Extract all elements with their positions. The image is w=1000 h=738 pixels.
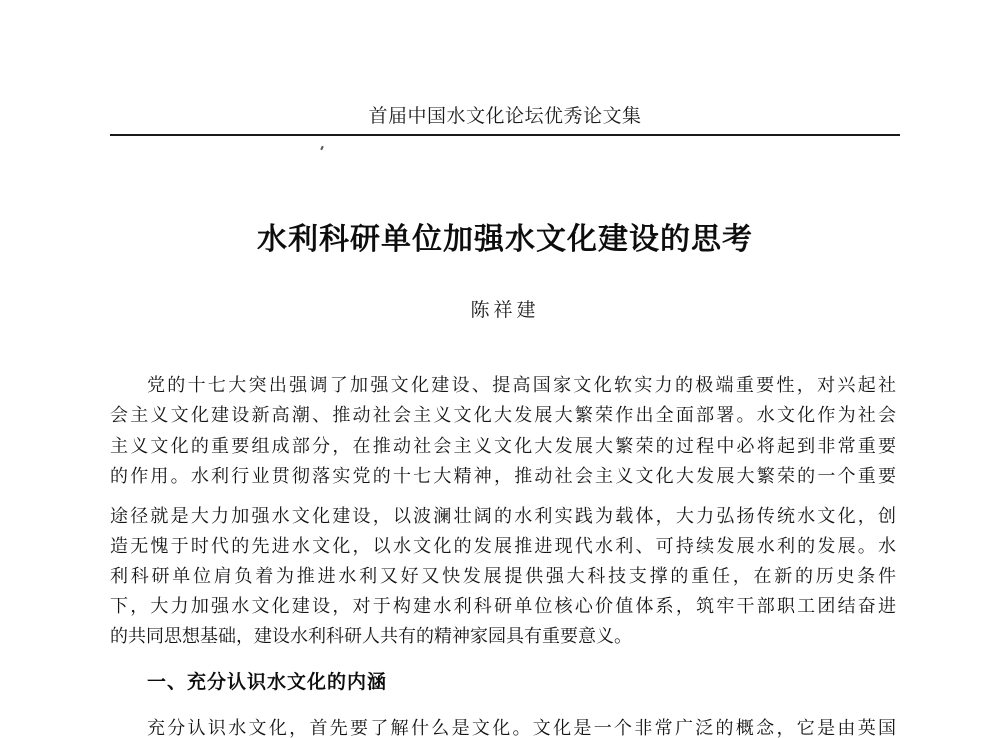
paragraph-line: 会主义文化建设新高潮、推动社会主义文化大发展大繁荣作出全面部署。水文化作为社会 [110, 405, 896, 426]
paragraph-line: 利科研单位肩负着为推进水利又好又快发展提供强大科技支撑的重任，在新的历史条件 [110, 566, 896, 587]
paragraph-line: 党的十七大突出强调了加强文化建设、提高国家文化软实力的极端重要性，对兴起社 [147, 375, 896, 396]
paragraph-line: 充分认识水文化，首先要了解什么是文化。文化是一个非常广泛的概念，它是由英国 [147, 718, 896, 738]
paragraph-line: 的作用。水利行业贯彻落实党的十七大精神，推动社会主义文化大发展大繁荣的一个重要 [110, 466, 896, 487]
header-rule [110, 134, 900, 136]
paragraph-line: 造无愧于时代的先进水文化，以水文化的发展推进现代水利、可持续发展水利的发展。水 [110, 536, 896, 557]
paragraph-line: 途径就是大力加强水文化建设，以波澜壮阔的水利实践为载体，大力弘扬传统水文化，创 [110, 506, 896, 527]
scan-speck [320, 146, 324, 150]
article-title: 水利科研单位加强水文化建设的思考 [257, 222, 753, 257]
paragraph-line: 下，大力加强水文化建设，对于构建水利科研单位核心价值体系，筑牢干部职工团结奋进 [110, 596, 896, 617]
section-heading: 一、充分认识水文化的内涵 [147, 671, 388, 693]
running-header: 首届中国水文化论坛优秀论文集 [368, 105, 642, 127]
paragraph-line: 主义文化的重要组成部分，在推动社会主义文化大发展大繁荣的过程中必将起到非常重要 [110, 436, 896, 457]
article-author: 陈祥建 [470, 299, 540, 321]
paragraph-line: 的共同思想基础，建设水利科研人共有的精神家园具有重要意义。 [110, 626, 632, 647]
